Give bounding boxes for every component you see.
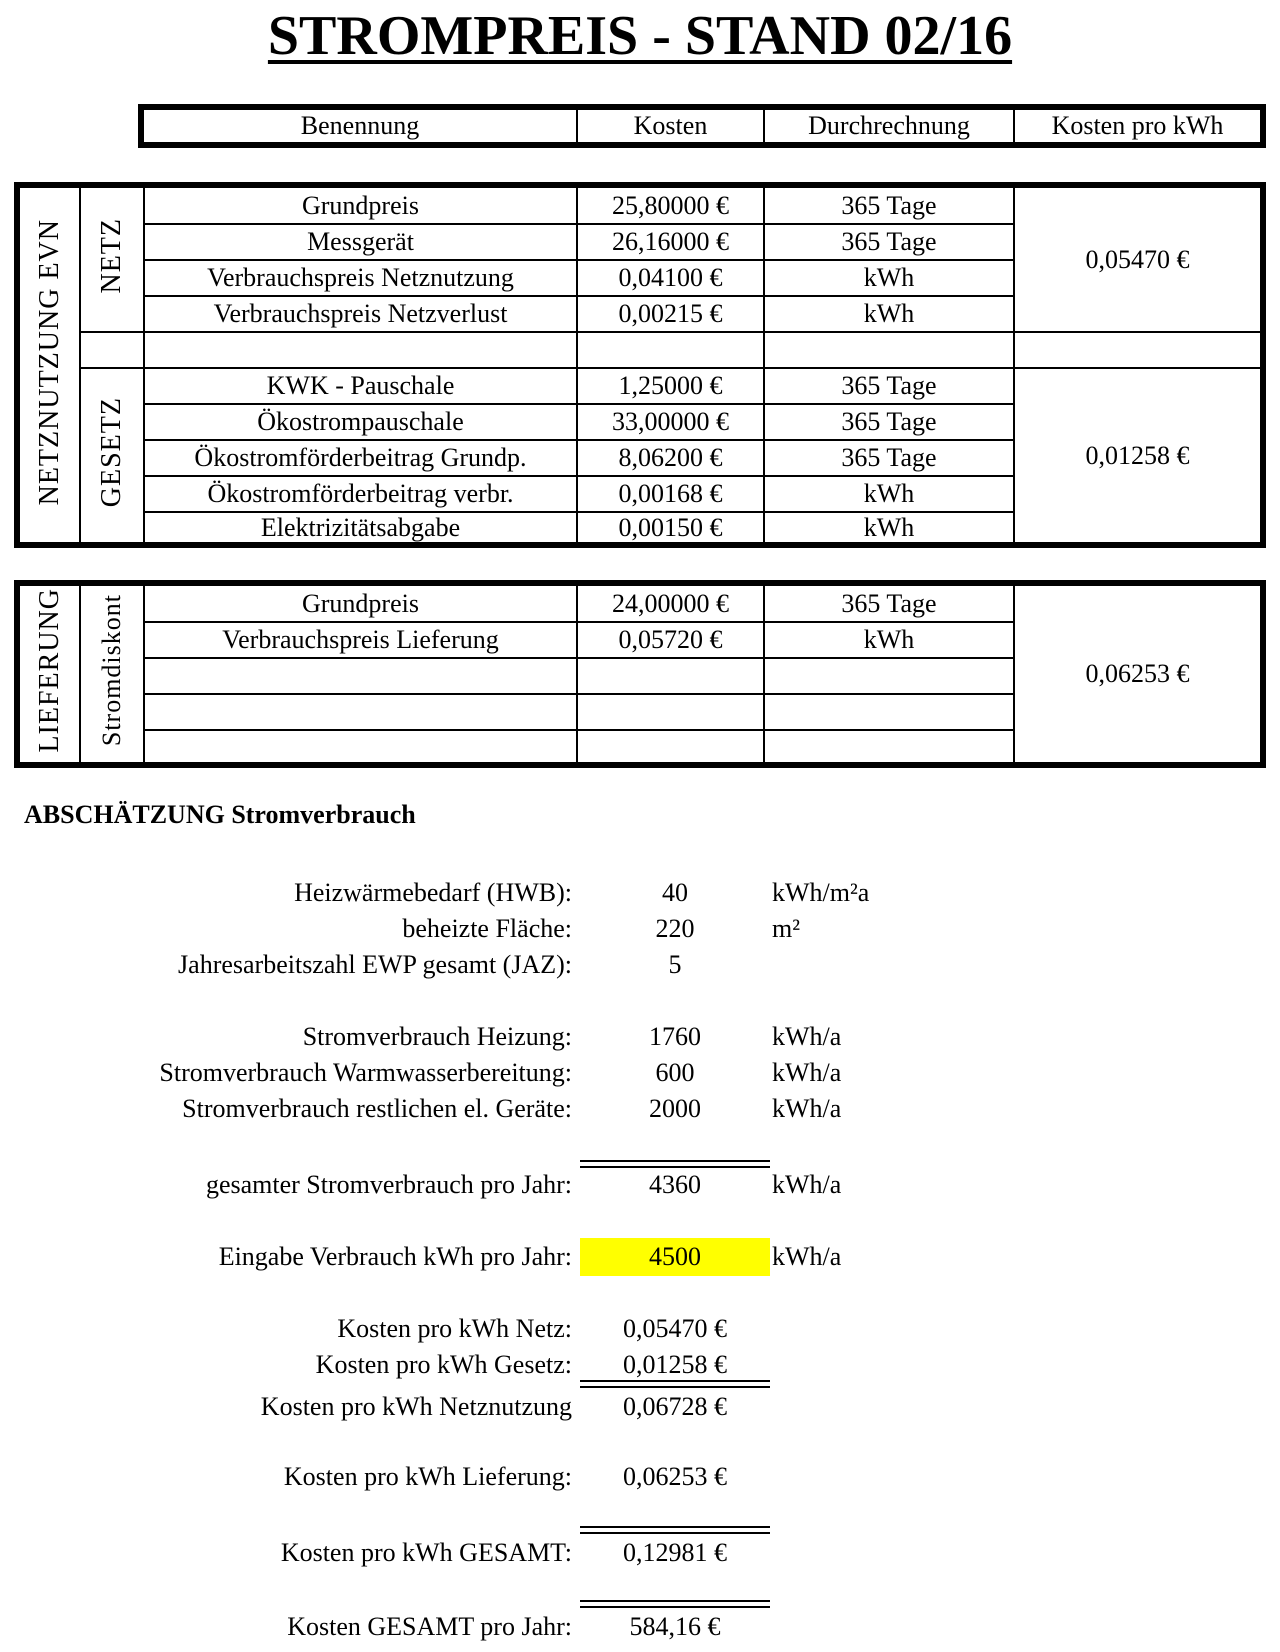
total-year-value: 4360: [649, 1170, 701, 1199]
table-row-name: Messgerät: [144, 224, 577, 260]
table-row-cost: [577, 658, 764, 694]
area-value: 220: [655, 914, 695, 943]
cost-netznutzung-label: Kosten pro kWh Netznutzung: [260, 1392, 572, 1421]
cost-lieferung-value: 0,06253 €: [623, 1462, 727, 1491]
table-row-name: Grundpreis: [144, 586, 577, 622]
cost-gesamt-value: 0,12981 €: [623, 1538, 727, 1567]
total-year-label: gesamter Stromverbrauch pro Jahr:: [205, 1170, 572, 1199]
table-row-name: Verbrauchspreis Lieferung: [144, 622, 577, 658]
table-row-calc: kWh: [764, 296, 1014, 332]
header-table: [144, 110, 1260, 142]
jaz-label: Jahresarbeitszahl EWP gesamt (JAZ):: [178, 950, 572, 979]
heating-unit: kWh/a: [772, 1022, 842, 1051]
lieferung-table: [20, 586, 1260, 762]
netznutzung-table: [20, 188, 1260, 543]
cost-gesetz-label: Kosten pro kWh Gesetz:: [315, 1350, 572, 1379]
devices-value: 2000: [649, 1094, 701, 1123]
double-rule: [580, 1526, 770, 1534]
total-year-unit: kWh/a: [772, 1170, 842, 1199]
cost-gesamt-label: Kosten pro kWh GESAMT:: [280, 1538, 572, 1567]
spacer-cell: [1014, 332, 1260, 368]
table-row-calc: [764, 730, 1014, 762]
cost-netz-label: Kosten pro kWh Netz:: [337, 1314, 572, 1343]
input-year-unit: kWh/a: [772, 1242, 842, 1271]
table-row-cost: 33,00000 €: [577, 404, 764, 440]
table-row-name: Verbrauchspreis Netzverlust: [144, 296, 577, 332]
heating-value: 1760: [649, 1022, 701, 1051]
table-row-cost: 8,06200 €: [577, 440, 764, 476]
table-row-cost: 0,00150 €: [577, 512, 764, 543]
header-durchrechnung: Durchrechnung: [764, 110, 1014, 142]
table-row-name: Ökostromförderbeitrag Grundp.: [144, 440, 577, 476]
page-title: STROMPREIS - STAND 02/16: [267, 5, 1013, 67]
jaz-value: 5: [668, 950, 682, 979]
hwb-unit: kWh/m²a: [772, 878, 870, 907]
cost-gesetz-value: 0,01258 €: [623, 1350, 727, 1379]
header-benennung: Benennung: [144, 110, 577, 142]
spacer-cell: [144, 332, 577, 368]
table-row-name: [144, 658, 577, 694]
table-row-name: Verbrauchspreis Netznutzung: [144, 260, 577, 296]
cost-lieferung-label: Kosten pro kWh Lieferung:: [283, 1462, 572, 1491]
water-value: 600: [655, 1058, 695, 1087]
netz-per-kwh: 0,05470 €: [1014, 188, 1260, 332]
table-row-calc: 365 Tage: [764, 368, 1014, 404]
table-row-calc: 365 Tage: [764, 440, 1014, 476]
table-row-name: KWK - Pauschale: [144, 368, 577, 404]
input-year-label: Eingabe Verbrauch kWh pro Jahr:: [218, 1242, 572, 1271]
input-year-field[interactable]: 4500: [580, 1238, 770, 1276]
table-row-cost: [577, 730, 764, 762]
hwb-label: Heizwärmebedarf (HWB):: [294, 878, 572, 907]
heating-label: Stromverbrauch Heizung:: [302, 1022, 572, 1051]
table-row-name: Elektrizitätsabgabe: [144, 512, 577, 543]
table-row-name: Grundpreis: [144, 188, 577, 224]
table-row-calc: 365 Tage: [764, 586, 1014, 622]
table-row-calc: 365 Tage: [764, 188, 1014, 224]
table-row-cost: 0,00168 €: [577, 476, 764, 512]
table-row-name: [144, 694, 577, 730]
table-row-calc: 365 Tage: [764, 224, 1014, 260]
table-row-name: Ökostrompauschale: [144, 404, 577, 440]
double-rule: [580, 1160, 770, 1168]
lieferung-sub-label: Stromdiskont: [80, 586, 144, 762]
netznutzung-group-label: NETZNUTZUNG EVN: [20, 188, 80, 543]
header-kosten-pro-kwh: Kosten pro kWh: [1014, 110, 1260, 142]
area-unit: m²: [772, 914, 801, 943]
table-row-name: Ökostromförderbeitrag verbr.: [144, 476, 577, 512]
table-row-cost: 0,05720 €: [577, 622, 764, 658]
double-rule: [580, 1600, 770, 1608]
table-row-cost: 1,25000 €: [577, 368, 764, 404]
table-row-cost: 24,00000 €: [577, 586, 764, 622]
table-row-cost: 0,04100 €: [577, 260, 764, 296]
table-row-cost: 0,00215 €: [577, 296, 764, 332]
spacer-cell: [764, 332, 1014, 368]
spacer-cell: [577, 332, 764, 368]
cost-netznutzung-value: 0,06728 €: [623, 1392, 727, 1421]
devices-unit: kWh/a: [772, 1094, 842, 1123]
lieferung-per-kwh: 0,06253 €: [1014, 586, 1260, 762]
table-row-calc: [764, 658, 1014, 694]
netz-label: NETZ: [80, 188, 144, 332]
estimate-title: ABSCHÄTZUNG Stromverbrauch: [24, 800, 416, 829]
table-row-calc: kWh: [764, 622, 1014, 658]
table-row-calc: kWh: [764, 260, 1014, 296]
double-rule: [580, 1380, 770, 1388]
header-kosten: Kosten: [577, 110, 764, 142]
devices-label: Stromverbrauch restlichen el. Geräte:: [182, 1094, 572, 1123]
table-row-cost: 26,16000 €: [577, 224, 764, 260]
table-row-name: [144, 730, 577, 762]
table-row-calc: [764, 694, 1014, 730]
lieferung-group-label: LIEFERUNG: [20, 586, 80, 762]
table-row-calc: kWh: [764, 476, 1014, 512]
gesetz-per-kwh: 0,01258 €: [1014, 368, 1260, 543]
table-row-calc: 365 Tage: [764, 404, 1014, 440]
gesetz-label: GESETZ: [80, 368, 144, 543]
area-label: beheizte Fläche:: [402, 914, 572, 943]
water-unit: kWh/a: [772, 1058, 842, 1087]
table-row-calc: kWh: [764, 512, 1014, 543]
spacer-cell: [80, 332, 144, 368]
cost-year-value: 584,16 €: [629, 1612, 721, 1641]
table-row-cost: [577, 694, 764, 730]
water-label: Stromverbrauch Warmwasserbereitung:: [159, 1058, 572, 1087]
hwb-value: 40: [662, 878, 688, 907]
cost-year-label: Kosten GESAMT pro Jahr:: [287, 1612, 572, 1641]
cost-netz-value: 0,05470 €: [623, 1314, 727, 1343]
table-row-cost: 25,80000 €: [577, 188, 764, 224]
